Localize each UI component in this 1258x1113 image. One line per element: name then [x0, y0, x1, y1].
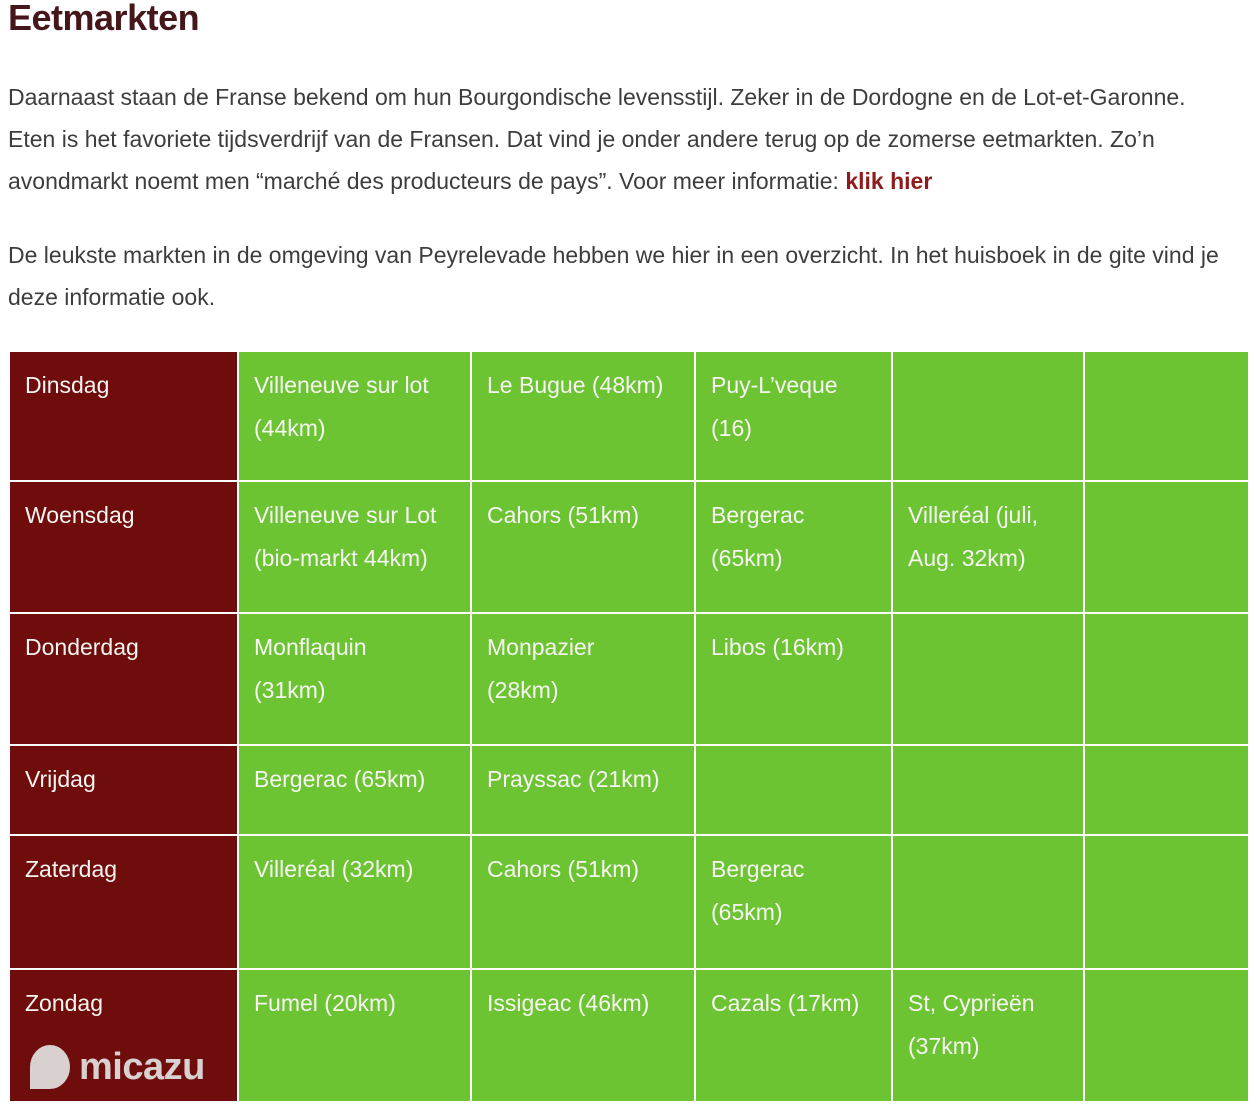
market-cell: Cahors (51km) [471, 835, 695, 969]
day-cell: Zondag micazu [9, 969, 238, 1102]
market-cell [1084, 745, 1249, 835]
market-cell: Issigeac (46km) [471, 969, 695, 1102]
day-cell: Woensdag [9, 481, 238, 613]
market-cell: Bergerac (65km) [238, 745, 471, 835]
market-cell [1084, 835, 1249, 969]
content [8, 0, 1250, 1103]
day-cell: Donderdag [9, 613, 238, 745]
table-row [9, 481, 1249, 613]
market-cell [1084, 613, 1249, 745]
market-cell: Villeréal (juli, Aug. 32km) [892, 481, 1084, 613]
market-cell: Fumel (20km) [238, 969, 471, 1102]
market-cell [1084, 969, 1249, 1102]
market-cell: Monpazier (28km) [471, 613, 695, 745]
market-cell: Villeneuve sur Lot (bio-markt 44km) [238, 481, 471, 613]
markets-table-body [9, 351, 1249, 1102]
market-cell [892, 351, 1084, 481]
market-cell: Bergerac (65km) [695, 481, 892, 613]
market-cell: Villeréal (32km) [238, 835, 471, 969]
table-row [9, 745, 1249, 835]
market-cell: Puy-L’veque (16) [695, 351, 892, 481]
market-cell [892, 745, 1084, 835]
markets-table [8, 350, 1250, 1103]
market-cell [892, 613, 1084, 745]
intro-paragraph [8, 76, 1233, 202]
table-row [9, 835, 1249, 969]
klik-hier-link[interactable]: klik hier [845, 168, 933, 194]
market-cell: Cahors (51km) [471, 481, 695, 613]
micazu-logo [30, 1045, 205, 1089]
table-row [9, 351, 1249, 481]
market-cell: St, Cyprieën (37km) [892, 969, 1084, 1102]
market-cell: Le Bugue (48km) [471, 351, 695, 481]
micazu-blob-icon [30, 1045, 70, 1089]
market-cell: Bergerac (65km) [695, 835, 892, 969]
market-cell [695, 745, 892, 835]
market-cell [1084, 481, 1249, 613]
intro-text: Daarnaast staan de Franse bekend om hun Bourgondische levensstijl. Zeker in de Dordogne en de Lot-et-Garonne. Eten is het favoriete tijdsverdrijf van de Fransen. Dat vind je onder andere terug op de zomerse eetmarkten. Zo’n avondmarkt noemt men “marché des producteurs de pays”. Voor meer informatie: [8, 84, 1186, 194]
market-cell: Villeneuve sur lot (44km) [238, 351, 471, 481]
day-cell: Vrijdag [9, 745, 238, 835]
micazu-logo-text: micazu [79, 1046, 205, 1088]
page-title: Eetmarkten [8, 0, 200, 38]
overview-paragraph: De leukste markten in de omgeving van Peyrelevade hebben we hier in een overzicht. In het huisboek in de gite vind je deze informatie ook. [8, 242, 1219, 310]
table-row [9, 613, 1249, 745]
market-cell: Libos (16km) [695, 613, 892, 745]
market-cell: Monflaquin (31km) [238, 613, 471, 745]
market-cell [1084, 351, 1249, 481]
day-cell: Dinsdag [9, 351, 238, 481]
day-cell: Zaterdag [9, 835, 238, 969]
market-cell: Cazals (17km) [695, 969, 892, 1102]
table-row [9, 969, 1249, 1102]
market-cell: Prayssac (21km) [471, 745, 695, 835]
market-cell [892, 835, 1084, 969]
